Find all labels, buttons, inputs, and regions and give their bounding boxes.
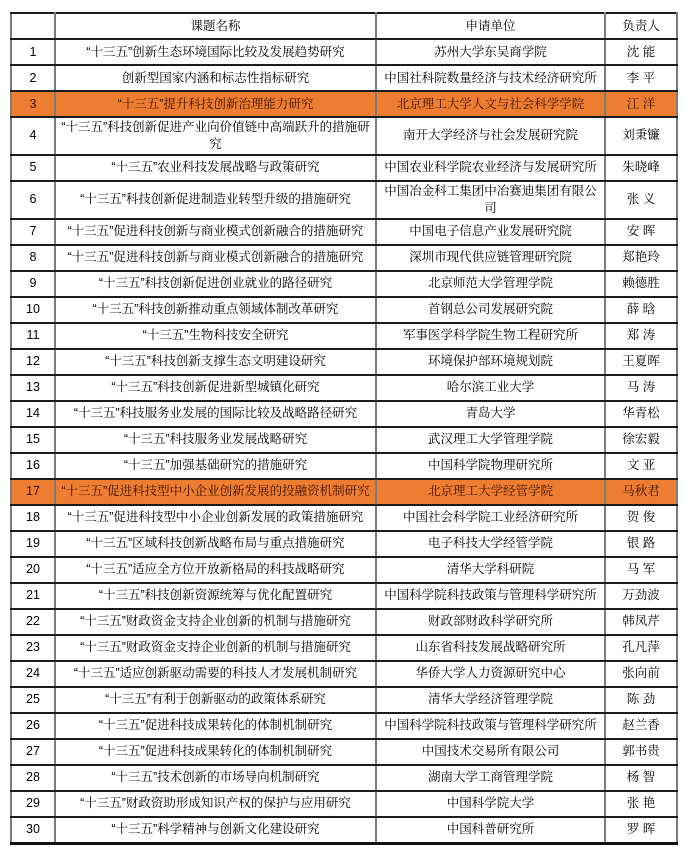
row-number: 19: [11, 531, 55, 557]
leader-name-cell: 陈 劲: [605, 687, 677, 713]
row-number: 5: [11, 155, 55, 181]
table-row: [11, 297, 677, 323]
project-title-cell: “十三五”科技创新促进产业向价值链中高端跃升的措施研究: [55, 117, 376, 155]
table-row: [11, 39, 677, 65]
project-title-cell: “十三五”有利于创新驱动的政策体系研究: [55, 687, 376, 713]
project-title-cell: “十三五”促进科技创新与商业模式创新融合的措施研究: [55, 245, 376, 271]
table-row: [11, 271, 677, 297]
project-title-cell: “十三五”促进科技创新与商业模式创新融合的措施研究: [55, 219, 376, 245]
leader-name-cell: 刘秉镰: [605, 117, 677, 155]
leader-name-cell: 王夏晖: [605, 349, 677, 375]
table-row: [11, 505, 677, 531]
row-number: 20: [11, 557, 55, 583]
row-number: 23: [11, 635, 55, 661]
row-number: 9: [11, 271, 55, 297]
row-number: 11: [11, 323, 55, 349]
applicant-org-cell: 苏州大学东吴商学院: [376, 39, 605, 65]
project-title-cell: “十三五”促进科技型中小企业创新发展的政策措施研究: [55, 505, 376, 531]
project-title-cell: “十三五”技术创新的市场导向机制研究: [55, 765, 376, 791]
header-index: [11, 13, 55, 39]
project-title-cell: “十三五”加强基础研究的措施研究: [55, 453, 376, 479]
header-leader: 负责人: [605, 13, 677, 39]
leader-name-cell: 罗 晖: [605, 817, 677, 844]
leader-name-cell: 沈 能: [605, 39, 677, 65]
leader-name-cell: 张 义: [605, 181, 677, 219]
table-row: [11, 609, 677, 635]
row-number: 7: [11, 219, 55, 245]
applicant-org-cell: 北京理工大学人文与社会科学学院: [376, 91, 605, 117]
applicant-org-cell: 环境保护部环境规划院: [376, 349, 605, 375]
table-row: [11, 427, 677, 453]
project-title-cell: “十三五”促进科技型中小企业创新发展的投融资机制研究: [55, 479, 376, 505]
leader-name-cell: 郑 涛: [605, 323, 677, 349]
applicant-org-cell: 北京理工大学经管学院: [376, 479, 605, 505]
project-title-cell: “十三五”科技创新促进制造业转型升级的措施研究: [55, 181, 376, 219]
leader-name-cell: 马秋君: [605, 479, 677, 505]
project-title-cell: “十三五”科技创新支撑生态文明建设研究: [55, 349, 376, 375]
leader-name-cell: 孔凡萍: [605, 635, 677, 661]
leader-name-cell: 朱晓峰: [605, 155, 677, 181]
leader-name-cell: 银 路: [605, 531, 677, 557]
row-number: 28: [11, 765, 55, 791]
header-applicant: 申请单位: [376, 13, 605, 39]
table-row: [11, 817, 677, 844]
row-number: 25: [11, 687, 55, 713]
project-title-cell: “十三五”科技创新资源统筹与优化配置研究: [55, 583, 376, 609]
row-number: 14: [11, 401, 55, 427]
row-number: 6: [11, 181, 55, 219]
applicant-org-cell: 首钢总公司发展研究院: [376, 297, 605, 323]
row-number: 17: [11, 479, 55, 505]
row-number: 2: [11, 65, 55, 91]
applicant-org-cell: 深圳市现代供应链管理研究院: [376, 245, 605, 271]
table-row: [11, 635, 677, 661]
leader-name-cell: 贺 俊: [605, 505, 677, 531]
row-number: 10: [11, 297, 55, 323]
table-row: [11, 219, 677, 245]
row-number: 27: [11, 739, 55, 765]
applicant-org-cell: 中国社科院数量经济与技术经济研究所: [376, 65, 605, 91]
table-row: [11, 479, 677, 505]
project-title-cell: “十三五”促进科技成果转化的体制机制研究: [55, 739, 376, 765]
project-title-cell: “十三五”财政资助形成知识产权的保护与应用研究: [55, 791, 376, 817]
applicant-org-cell: 中国电子信息产业发展研究院: [376, 219, 605, 245]
row-number: 22: [11, 609, 55, 635]
leader-name-cell: 华青松: [605, 401, 677, 427]
applicant-org-cell: 武汉理工大学管理学院: [376, 427, 605, 453]
applicant-org-cell: 山东省科技发展战略研究所: [376, 635, 605, 661]
project-title-cell: “十三五”创新生态环境国际比较及发展趋势研究: [55, 39, 376, 65]
table-row: [11, 349, 677, 375]
project-title-cell: “十三五”科学精神与创新文化建设研究: [55, 817, 376, 844]
row-number: 30: [11, 817, 55, 844]
applicant-org-cell: 中国科学院科技政策与管理科学研究所: [376, 713, 605, 739]
project-title-cell: “十三五”科技服务业发展战略研究: [55, 427, 376, 453]
applicant-org-cell: 南开大学经济与社会发展研究院: [376, 117, 605, 155]
row-number: 3: [11, 91, 55, 117]
table-row: [11, 713, 677, 739]
row-number: 12: [11, 349, 55, 375]
applicant-org-cell: 中国社会科学院工业经济研究所: [376, 505, 605, 531]
row-number: 15: [11, 427, 55, 453]
projects-table: [10, 12, 678, 845]
applicant-org-cell: 财政部财政科学研究所: [376, 609, 605, 635]
row-number: 18: [11, 505, 55, 531]
leader-name-cell: 张向前: [605, 661, 677, 687]
leader-name-cell: 韩凤芹: [605, 609, 677, 635]
leader-name-cell: 徐宏毅: [605, 427, 677, 453]
applicant-org-cell: 中国科学院科技政策与管理科学研究所: [376, 583, 605, 609]
applicant-org-cell: 华侨大学人力资源研究中心: [376, 661, 605, 687]
project-title-cell: “十三五”科技创新促进新型城镇化研究: [55, 375, 376, 401]
leader-name-cell: 安 晖: [605, 219, 677, 245]
project-title-cell: “十三五”科技创新促进创业就业的路径研究: [55, 271, 376, 297]
table-row: [11, 765, 677, 791]
leader-name-cell: 赵兰香: [605, 713, 677, 739]
project-title-cell: “十三五”科技服务业发展的国际比较及战略路径研究: [55, 401, 376, 427]
row-number: 21: [11, 583, 55, 609]
table-row: [11, 557, 677, 583]
applicant-org-cell: 军事医学科学院生物工程研究所: [376, 323, 605, 349]
leader-name-cell: 万劲波: [605, 583, 677, 609]
project-title-cell: “十三五”农业科技发展战略与政策研究: [55, 155, 376, 181]
table-row: [11, 687, 677, 713]
applicant-org-cell: 清华大学科研院: [376, 557, 605, 583]
project-title-cell: 创新型国家内涵和标志性指标研究: [55, 65, 376, 91]
table-row: [11, 117, 677, 155]
project-title-cell: “十三五”科技创新推动重点领域体制改革研究: [55, 297, 376, 323]
leader-name-cell: 马 涛: [605, 375, 677, 401]
leader-name-cell: 薛 晗: [605, 297, 677, 323]
table-row: [11, 791, 677, 817]
table-row: [11, 739, 677, 765]
leader-name-cell: 李 平: [605, 65, 677, 91]
leader-name-cell: 江 洋: [605, 91, 677, 117]
row-number: 8: [11, 245, 55, 271]
row-number: 24: [11, 661, 55, 687]
applicant-org-cell: 中国农业科学院农业经济与发展研究所: [376, 155, 605, 181]
table-row: [11, 181, 677, 219]
leader-name-cell: 张 艳: [605, 791, 677, 817]
row-number: 29: [11, 791, 55, 817]
applicant-org-cell: 清华大学经济管理学院: [376, 687, 605, 713]
table-row: [11, 661, 677, 687]
project-title-cell: “十三五”财政资金支持企业创新的机制与措施研究: [55, 609, 376, 635]
row-number: 13: [11, 375, 55, 401]
applicant-org-cell: 中国技术交易所有限公司: [376, 739, 605, 765]
table-row: [11, 453, 677, 479]
leader-name-cell: 文 亚: [605, 453, 677, 479]
table-row: [11, 245, 677, 271]
applicant-org-cell: 中国科学院大学: [376, 791, 605, 817]
applicant-org-cell: 哈尔滨工业大学: [376, 375, 605, 401]
leader-name-cell: 郭书贵: [605, 739, 677, 765]
leader-name-cell: 马 军: [605, 557, 677, 583]
applicant-org-cell: 电子科技大学经管学院: [376, 531, 605, 557]
project-title-cell: “十三五”提升科技创新治理能力研究: [55, 91, 376, 117]
header-row: [11, 13, 677, 39]
project-title-cell: “十三五”适应全方位开放新格局的科技战略研究: [55, 557, 376, 583]
header-project-name: 课题名称: [55, 13, 376, 39]
applicant-org-cell: 中国科普研究所: [376, 817, 605, 844]
project-title-cell: “十三五”财政资金支持企业创新的机制与措施研究: [55, 635, 376, 661]
project-title-cell: “十三五”生物科技安全研究: [55, 323, 376, 349]
table-body: [11, 39, 677, 843]
table-row: [11, 531, 677, 557]
row-number: 4: [11, 117, 55, 155]
leader-name-cell: 郑艳玲: [605, 245, 677, 271]
table-row: [11, 155, 677, 181]
row-number: 26: [11, 713, 55, 739]
project-title-cell: “十三五”促进科技成果转化的体制机制研究: [55, 713, 376, 739]
table-row: [11, 323, 677, 349]
table-row: [11, 375, 677, 401]
table-row: [11, 583, 677, 609]
applicant-org-cell: 中国科学院物理研究所: [376, 453, 605, 479]
applicant-org-cell: 青岛大学: [376, 401, 605, 427]
table-row: [11, 91, 677, 117]
applicant-org-cell: 北京师范大学管理学院: [376, 271, 605, 297]
project-title-cell: “十三五”适应创新驱动需要的科技人才发展机制研究: [55, 661, 376, 687]
row-number: 16: [11, 453, 55, 479]
applicant-org-cell: 中国冶金科工集团中冶赛迪集团有限公司: [376, 181, 605, 219]
table-row: [11, 401, 677, 427]
leader-name-cell: 赖德胜: [605, 271, 677, 297]
applicant-org-cell: 湖南大学工商管理学院: [376, 765, 605, 791]
row-number: 1: [11, 39, 55, 65]
leader-name-cell: 杨 智: [605, 765, 677, 791]
table-row: [11, 65, 677, 91]
project-title-cell: “十三五”区域科技创新战略布局与重点措施研究: [55, 531, 376, 557]
